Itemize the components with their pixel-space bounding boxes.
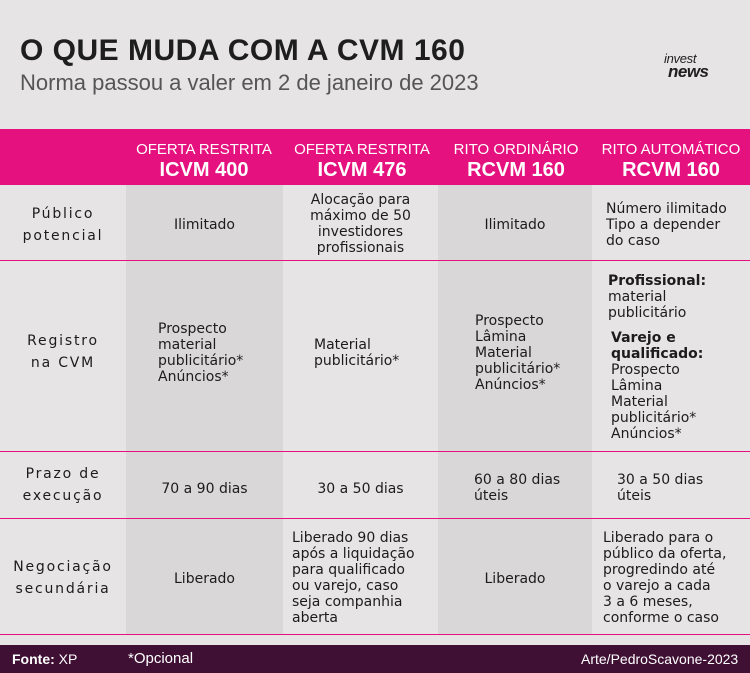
column-header-subtitle: RITO AUTOMÁTICO <box>601 141 741 158</box>
cell-line: após a liquidação <box>292 546 415 562</box>
cell-prazo-rito-automatico <box>617 472 750 504</box>
cell-line: Liberado <box>484 571 546 587</box>
row-label-line: secundária <box>15 581 111 597</box>
cell-line: progredindo até <box>603 562 716 578</box>
row-label-prazo-execucao <box>0 463 126 507</box>
investnews-logo <box>664 51 709 81</box>
cell-line: publicitário* <box>611 410 697 426</box>
column-header-title: RCVM 160 <box>467 159 565 181</box>
row-label-line: Prazo de <box>25 466 101 482</box>
cell-negociacao-icvm400 <box>126 571 283 587</box>
cell-line: Tipo a depender <box>606 217 721 233</box>
cell-heading-profissional: Profissional: <box>608 273 707 289</box>
cell-line: investidores <box>317 224 404 240</box>
cell-line: profissionais <box>316 240 405 256</box>
row-divider <box>0 518 750 519</box>
footer-source <box>12 651 77 667</box>
cell-line: publicitário* <box>158 353 244 369</box>
cell-line: seja companhia <box>292 594 403 610</box>
cell-line: Ilimitado <box>174 217 235 233</box>
row-label-line: Negociação <box>13 559 113 575</box>
cell-line: o varejo a cada <box>603 578 711 594</box>
cell-publico-rito-ordinario <box>438 217 592 233</box>
cell-line: 70 a 90 dias <box>161 481 248 497</box>
row-label-line: potencial <box>22 228 104 244</box>
column-header-rito-automatico <box>592 140 750 180</box>
cell-line: 30 a 50 dias <box>617 472 704 488</box>
cell-line: para qualificado <box>292 562 405 578</box>
cell-line: Alocação para <box>310 192 411 208</box>
cell-line: Liberado <box>174 571 235 587</box>
cell-heading-qualificado: qualificado: <box>611 346 704 362</box>
row-label-publico-potencial <box>0 203 126 247</box>
column-shade-rito-ordinario <box>438 185 592 635</box>
cell-line: Anúncios* <box>475 377 546 393</box>
column-header-subtitle: RITO ORDINÁRIO <box>453 141 579 158</box>
column-header-title: ICVM 476 <box>317 159 407 181</box>
page-subtitle: Norma passou a valer em 2 de janeiro de 2023 <box>20 70 479 95</box>
cell-line: conforme o caso <box>603 610 719 626</box>
row-label-negociacao-secundaria <box>0 556 126 600</box>
column-header-icvm476 <box>283 140 441 180</box>
column-header-title: RCVM 160 <box>622 159 720 181</box>
cell-line: publicitário* <box>314 353 400 369</box>
cell-prazo-rito-ordinario <box>474 472 592 504</box>
cell-line: Ilimitado <box>484 217 546 233</box>
cell-line: máximo de 50 <box>310 208 411 224</box>
cell-registro-rito-ordinario <box>475 313 592 393</box>
cell-line: Liberado para o <box>603 530 714 546</box>
cell-line: Prospecto <box>158 321 227 337</box>
cell-line: Material <box>475 345 532 361</box>
row-label-line: Público <box>31 206 95 222</box>
row-divider <box>0 260 750 261</box>
logo-text-news: news <box>668 62 709 81</box>
cell-line: 3 a 6 meses, <box>603 594 693 610</box>
cell-heading-varejo: Varejo e <box>611 330 676 346</box>
cell-publico-rito-automatico <box>606 201 750 249</box>
row-divider <box>0 634 750 635</box>
cell-line: Anúncios* <box>158 369 229 385</box>
cell-registro-rito-automatico <box>608 273 750 442</box>
cell-line: Anúncios* <box>611 426 682 442</box>
cell-line: do caso <box>606 233 661 249</box>
column-header-subtitle: OFERTA RESTRITA <box>136 141 272 158</box>
cell-line: 60 a 80 dias <box>474 472 561 488</box>
cell-line: 30 a 50 dias <box>317 481 404 497</box>
cell-line: publicitário* <box>475 361 561 377</box>
column-header-title: ICVM 400 <box>159 159 249 181</box>
cell-negociacao-icvm476 <box>292 530 438 626</box>
cell-line: Prospecto <box>611 362 680 378</box>
footer-bar <box>0 645 750 673</box>
cell-line: Número ilimitado <box>606 201 727 217</box>
cell-line: material <box>608 289 667 305</box>
cell-negociacao-rito-automatico <box>603 530 750 626</box>
footer-source-value: XP <box>54 651 78 667</box>
column-header-rito-ordinario <box>437 140 595 180</box>
cell-line: Material <box>314 337 371 353</box>
cell-line: material <box>158 337 217 353</box>
cell-line: úteis <box>474 488 509 504</box>
cell-line: ou varejo, caso <box>292 578 399 594</box>
footer-credit: Arte/PedroScavone-2023 <box>581 651 739 667</box>
cell-line: público da oferta, <box>603 546 727 562</box>
column-header-subtitle: OFERTA RESTRITA <box>294 141 430 158</box>
page-title: O QUE MUDA COM A CVM 160 <box>20 34 466 67</box>
row-label-line: execução <box>22 488 104 504</box>
cell-registro-icvm476 <box>314 337 438 369</box>
cell-line: Lâmina <box>475 329 527 345</box>
row-label-line: na CVM <box>30 355 96 371</box>
footer-source-label: Fonte: <box>12 651 55 667</box>
cell-publico-icvm476 <box>283 192 438 256</box>
cell-line: Lâmina <box>611 378 663 394</box>
cell-prazo-icvm400 <box>126 481 283 497</box>
logo-text-invest: invest <box>664 51 697 66</box>
cell-line: aberta <box>292 610 338 626</box>
column-shade-icvm400 <box>126 185 283 635</box>
cell-line: Liberado 90 dias <box>292 530 409 546</box>
cell-publico-icvm400 <box>126 217 283 233</box>
cell-line: Prospecto <box>475 313 544 329</box>
column-header-icvm400 <box>125 140 283 180</box>
cell-negociacao-rito-ordinario <box>438 571 592 587</box>
cell-registro-icvm400 <box>158 321 283 385</box>
footer-optional-note: *Opcional <box>128 650 194 667</box>
cell-prazo-icvm476 <box>283 481 438 497</box>
cell-line: úteis <box>617 488 652 504</box>
cell-line: Material <box>611 394 668 410</box>
cell-line: publicitário <box>608 305 687 321</box>
row-label-line: Registro <box>27 333 99 349</box>
row-label-registro-cvm <box>0 330 126 374</box>
row-divider <box>0 451 750 452</box>
